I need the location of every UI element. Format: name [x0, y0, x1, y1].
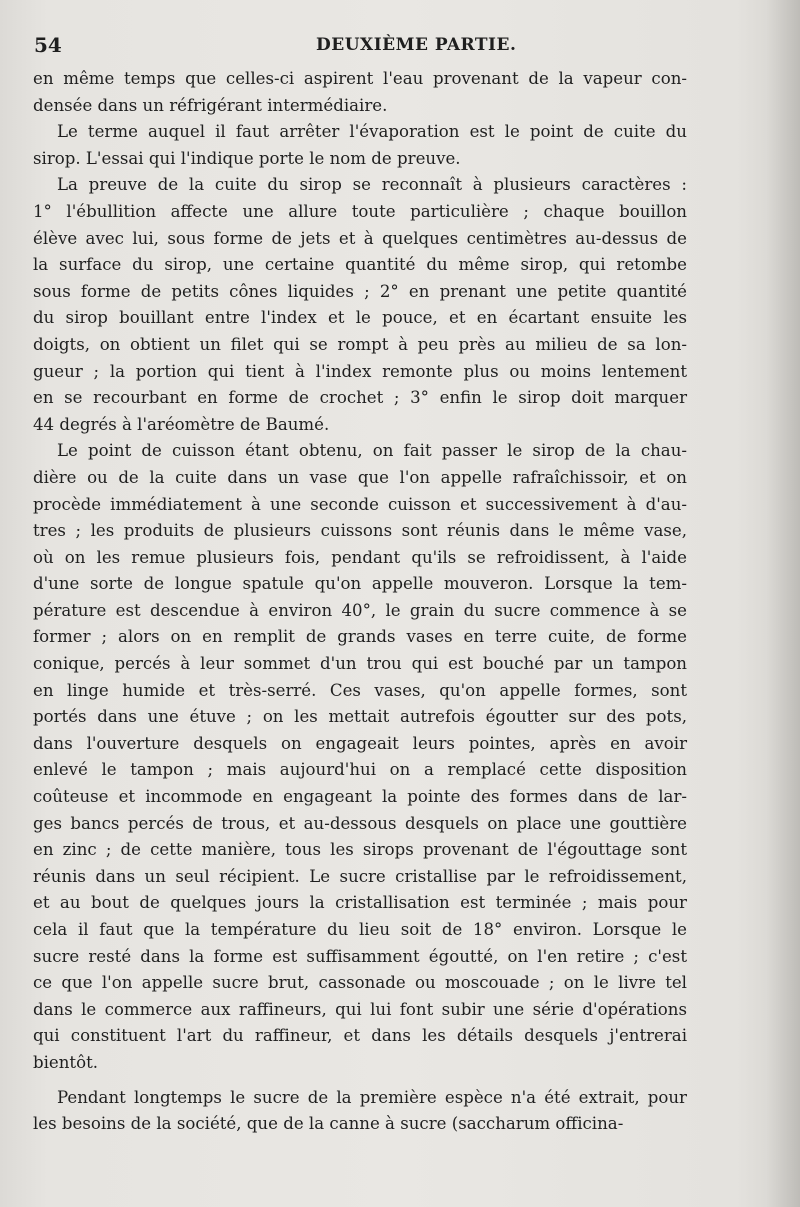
text-line: dans le commerce aux raffineurs, qui lui font subir une série d'opérations	[33, 999, 687, 1019]
text-line: conique, percés à leur sommet d'un trou qui est bouché par un tampon	[33, 654, 687, 674]
paragraph-gap	[33, 1077, 687, 1085]
text-line: sucre resté dans la forme est suffisamment égoutté, on l'en retire ; c'est	[33, 946, 687, 966]
paragraph	[33, 172, 687, 438]
text-line: enlevé le tampon ; mais aujourd'hui on a remplacé cette disposition	[33, 760, 687, 780]
text-line: former ; alors on en remplit de grands vases en terre cuite, de forme	[33, 627, 687, 647]
text-line: densée dans un réfrigérant intermédiaire.	[33, 95, 388, 115]
text-line: 44 degrés à l'aréomètre de Baumé.	[33, 414, 330, 434]
text-line: Pendant longtemps le sucre de la première espèce n'a été extrait, pour	[57, 1087, 687, 1107]
text-line: procède immédiatement à une seconde cuisson et successivement à d'au-	[33, 494, 687, 514]
text-line: où on les remue plusieurs fois, pendant qu'ils se refroidissent, à l'aide	[33, 547, 687, 567]
text-line: élève avec lui, sous forme de jets et à quelques centimètres au-dessus de	[33, 228, 687, 248]
page-edge-shadow	[766, 0, 800, 1207]
text-line: sirop. L'essai qui l'indique porte le nom de preuve.	[33, 148, 461, 168]
paragraph	[33, 119, 687, 172]
text-line: ges bancs percés de trous, et au-dessous desquels on place une gouttière	[33, 813, 687, 833]
text-line: tres ; les produits de plusieurs cuissons sont réunis dans le même vase,	[33, 521, 687, 541]
running-head: DEUXIÈME PARTIE.	[316, 35, 517, 55]
page-number: 54	[34, 33, 62, 57]
text-line: portés dans une étuve ; on les mettait autrefois égoutter sur des pots,	[33, 707, 687, 727]
text-line: et au bout de quelques jours la cristallisation est terminée ; mais pour	[33, 893, 687, 913]
text-line: en zinc ; de cette manière, tous les sirops provenant de l'égouttage sont	[33, 840, 687, 860]
text-line: Le point de cuisson étant obtenu, on fait passer le sirop de la chau-	[57, 441, 687, 461]
text-line: en se recourbant en forme de crochet ; 3° enfin le sirop doit marquer	[33, 388, 687, 408]
text-line: dans l'ouverture desquels on engageait leurs pointes, après en avoir	[33, 733, 687, 753]
text-line: ce que l'on appelle sucre brut, cassonade ou moscouade ; on le livre tel	[33, 973, 687, 993]
text-line: Le terme auquel il faut arrêter l'évaporation est le point de cuite du	[57, 122, 687, 142]
text-line: doigts, on obtient un filet qui se rompt à peu près au milieu de sa lon-	[33, 334, 687, 354]
text-line: pérature est descendue à environ 40°, le grain du sucre commence à se	[33, 600, 687, 620]
text-line: du sirop bouillant entre l'index et le pouce, et en écartant ensuite les	[33, 308, 687, 328]
text-line: les besoins de la société, que de la canne à sucre (saccharum officina-	[33, 1114, 624, 1134]
text-line: gueur ; la portion qui tient à l'index remonte plus ou moins lentement	[33, 361, 687, 381]
text-line: La preuve de la cuite du sirop se reconnaît à plusieurs caractères :	[57, 175, 687, 195]
text-line: qui constituent l'art du raffineur, et dans les détails desquels j'entrerai	[33, 1026, 687, 1046]
text-line: 1° l'ébullition affecte une allure toute particulière ; chaque bouillon	[33, 201, 687, 221]
text-line: coûteuse et incommode en engageant la pointe des formes dans de lar-	[33, 787, 687, 807]
text-line: réunis dans un seul récipient. Le sucre cristallise par le refroidissement,	[33, 866, 687, 886]
text-line: sous forme de petits cônes liquides ; 2° en prenant une petite quantité	[33, 281, 687, 301]
text-line: en linge humide et très-serré. Ces vases, qu'on appelle formes, sont	[33, 680, 687, 700]
text-line: cela il faut que la température du lieu soit de 18° environ. Lorsque le	[33, 920, 687, 939]
text-line: bientôt.	[33, 1052, 99, 1072]
paragraph	[33, 438, 687, 1076]
text-line: la surface du sirop, une certaine quantité du même sirop, qui retombe	[33, 255, 687, 275]
text-line: d'une sorte de longue spatule qu'on appelle mouveron. Lorsque la tem-	[33, 574, 687, 594]
paragraph	[33, 1085, 687, 1138]
body-text	[33, 66, 687, 1138]
page-header	[34, 32, 774, 58]
text-line: dière ou de la cuite dans un vase que l'on appelle rafraîchissoir, et on	[33, 467, 687, 487]
paragraph	[33, 66, 687, 119]
text-line: en même temps que celles-ci aspirent l'eau provenant de la vapeur con-	[33, 69, 687, 88]
